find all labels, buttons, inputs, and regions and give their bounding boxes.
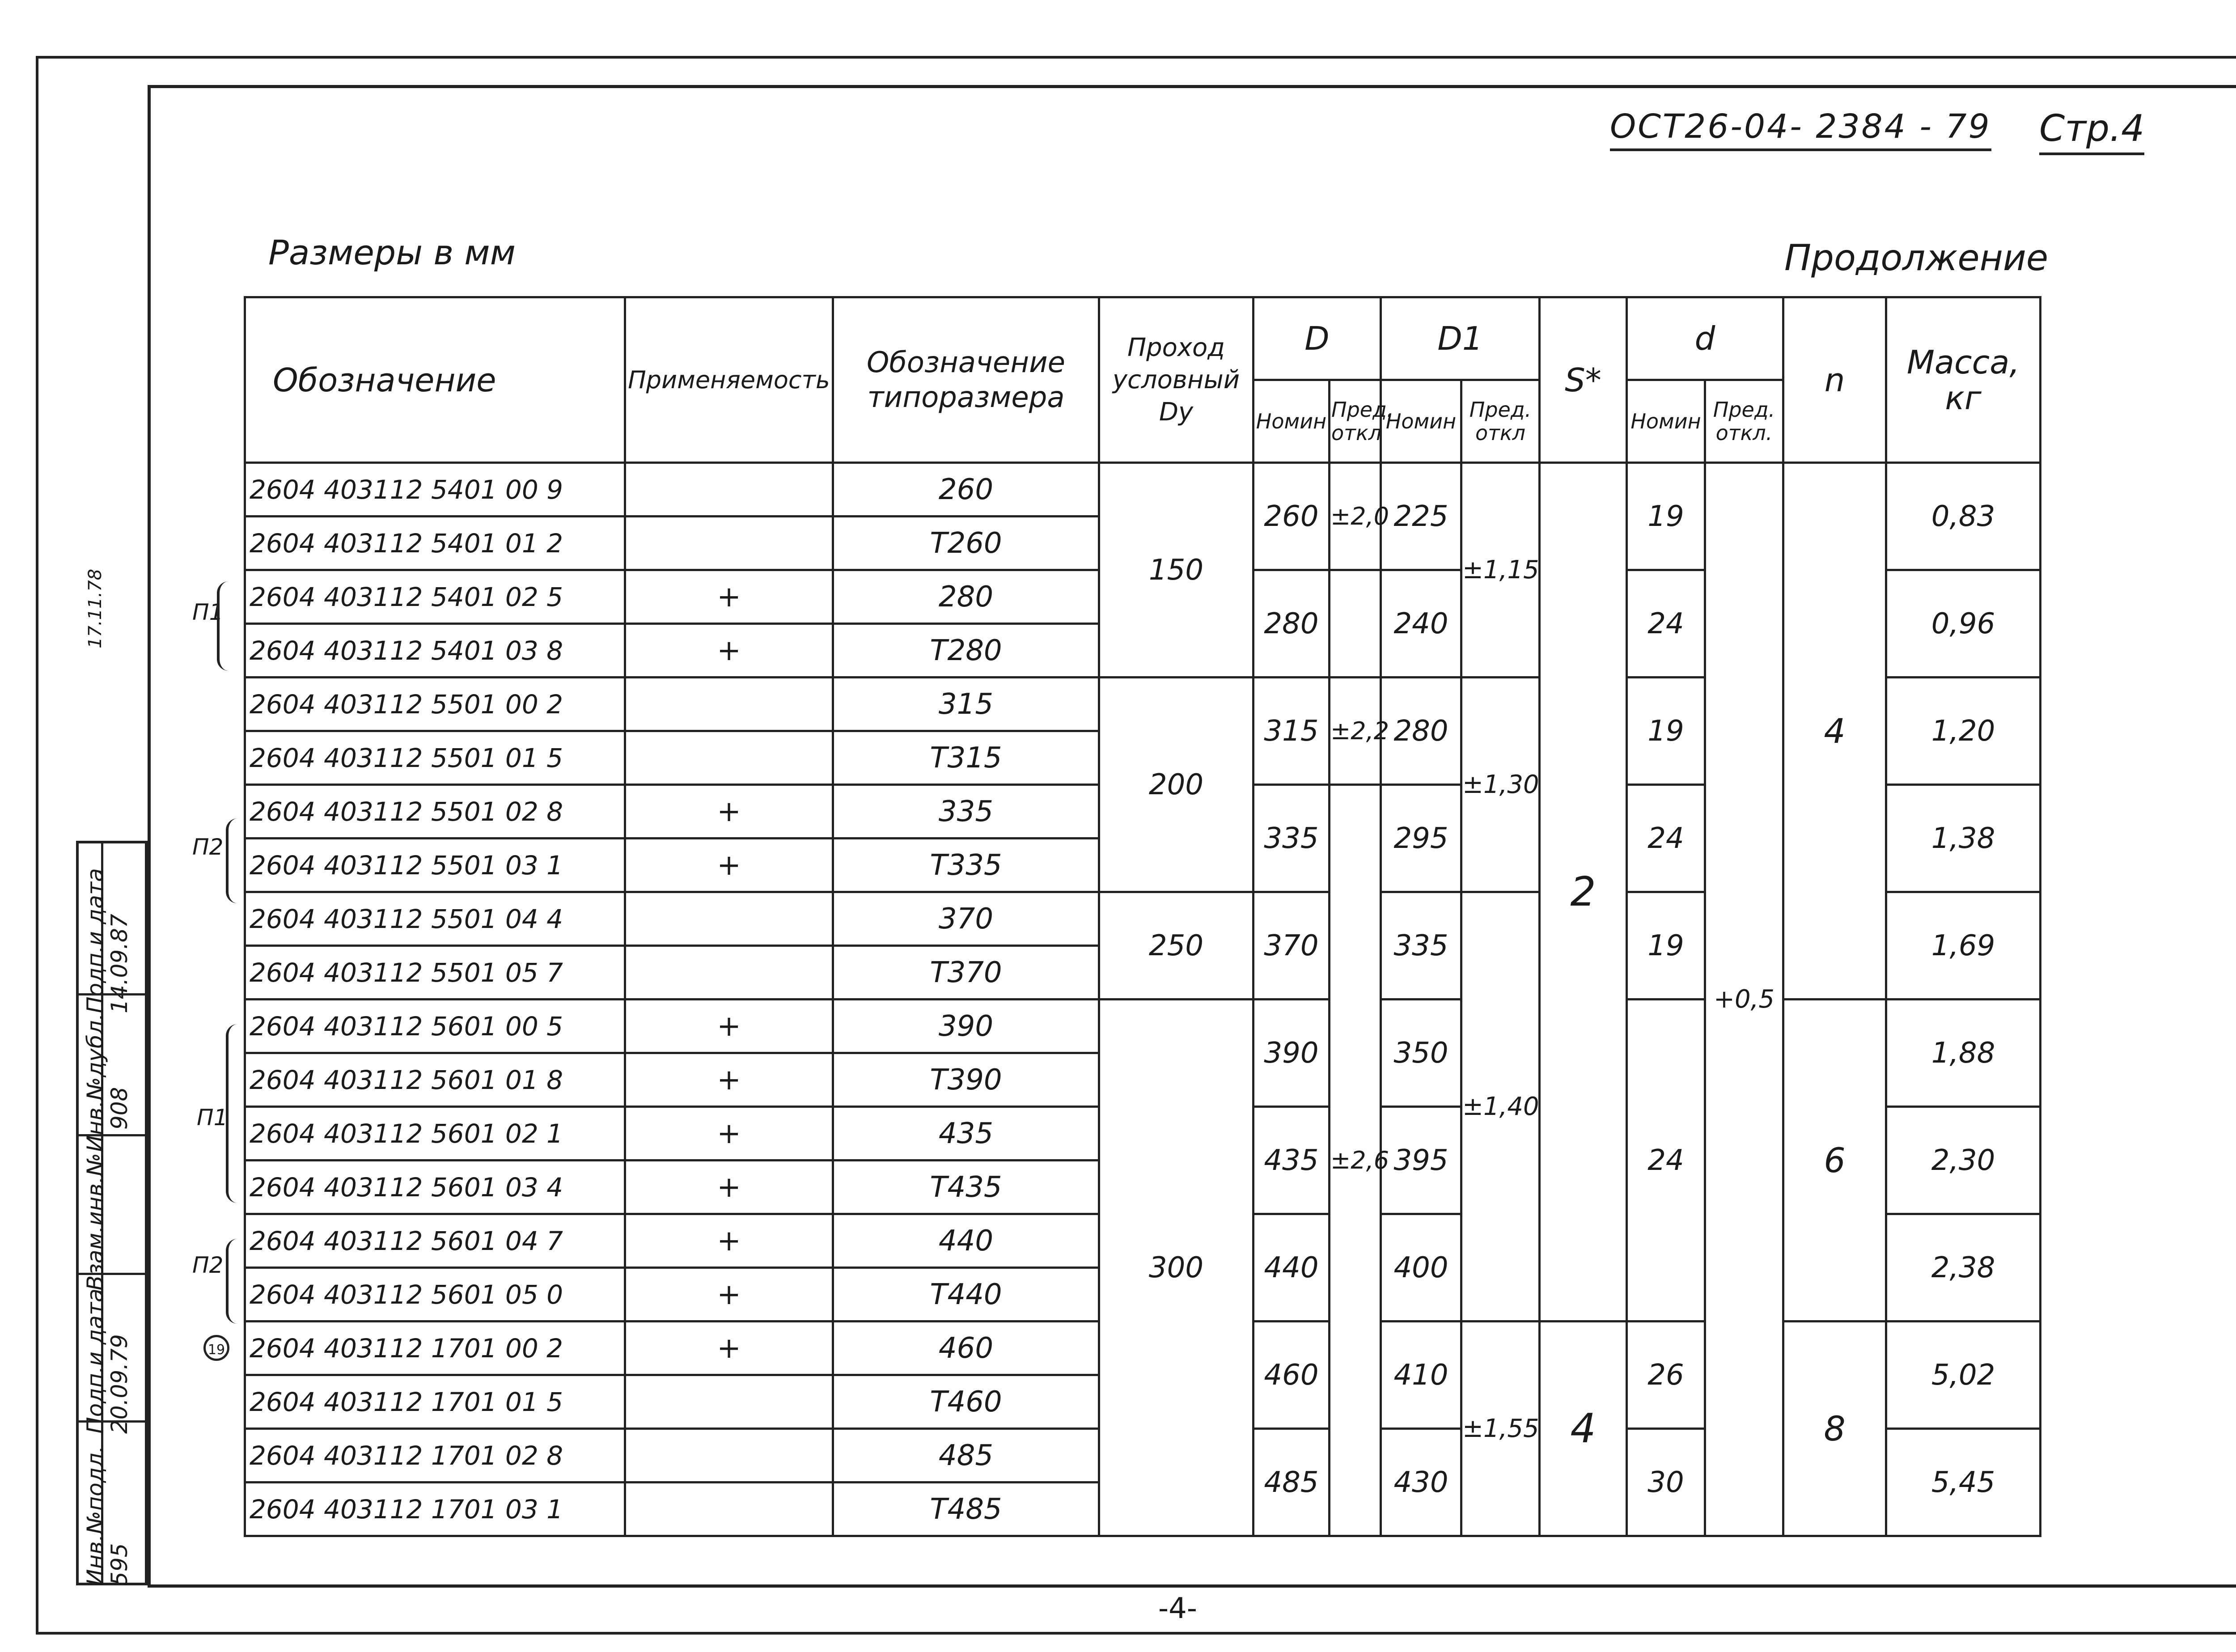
stamp-label-sign-date-2: Подп.и дата [82,868,108,1013]
stamp-label-inv-dubl: Инв.№дубл. [82,1013,108,1152]
cell-size: 485 [833,1429,1099,1483]
cell-designation: 2604 403112 5601 04 7 [245,1214,625,1268]
cell-D1-tol: ±1,40 [1461,892,1540,1322]
header-mass: Масса, кг [1886,297,2041,463]
cell-dy: 200 [1099,678,1254,892]
header-d-nom: Номин [1627,380,1705,463]
group-brace [226,1024,237,1203]
cell-applicability: + [625,1161,833,1214]
header-D1: D1 [1381,297,1540,380]
cell-applicability: + [625,1268,833,1322]
stamp-label-sign-date-1: Подп.и дата [82,1288,108,1434]
cell-designation: 2604 403112 5601 02 1 [245,1107,625,1161]
stamp-value-sign-date-2: 14.09.87 [106,914,132,1013]
cell-mass: 5,45 [1886,1429,2041,1536]
cell-designation: 2604 403112 1701 03 1 [245,1483,625,1536]
cell-S: 4 [1540,1322,1627,1536]
cell-D1-nom: 225 [1381,463,1461,570]
cell-size: Т315 [833,731,1099,785]
cell-D1-nom: 280 [1381,678,1461,785]
cell-applicability: + [625,1107,833,1161]
cell-applicability [625,946,833,1000]
cell-D-nom: 260 [1254,463,1330,570]
header-passage-label: Проход условный [1112,333,1240,394]
header-D-nom: Номин [1254,380,1330,463]
cell-d-nom: 24 [1627,570,1705,678]
units-note: Размеры в мм [268,233,516,272]
cell-D-nom: 440 [1254,1214,1330,1322]
cell-D-nom: 485 [1254,1429,1330,1536]
cell-designation: 2604 403112 5401 00 9 [245,463,625,517]
cell-D-nom: 315 [1254,678,1330,785]
header-applicability: Применяемость [625,297,833,463]
cell-n: 6 [1783,1000,1886,1322]
cell-size: 315 [833,678,1099,731]
cell-D-nom: 460 [1254,1322,1330,1429]
cell-size: 435 [833,1107,1099,1161]
cell-applicability [625,892,833,946]
cell-applicability [625,1375,833,1429]
cell-size: Т335 [833,839,1099,892]
cell-designation: 2604 403112 1701 02 8 [245,1429,625,1483]
header-D1-nom: Номин [1381,380,1461,463]
cell-dy: 250 [1099,892,1254,1000]
cell-mass: 0,96 [1886,570,2041,678]
header-D: D [1254,297,1381,380]
group-brace [217,581,229,671]
cell-designation: 2604 403112 5501 01 5 [245,731,625,785]
cell-applicability: + [625,624,833,678]
cell-applicability: + [625,1000,833,1053]
cell-size: Т260 [833,517,1099,570]
standard-code: ОСТ26-04- 2384 - 79 [1610,107,1991,151]
cell-designation: 2604 403112 5401 01 2 [245,517,625,570]
cell-applicability [625,517,833,570]
header-D-tol: Пред. откл [1330,380,1381,463]
cell-applicability [625,463,833,517]
header-d-tol: Пред. откл. [1705,380,1783,463]
cell-designation: 2604 403112 5401 03 8 [245,624,625,678]
cell-applicability [625,678,833,731]
cell-D-nom: 435 [1254,1107,1330,1214]
cell-applicability: + [625,785,833,839]
cell-D1-tol: ±1,30 [1461,678,1540,892]
cell-designation: 2604 403112 5601 03 4 [245,1161,625,1214]
cell-size: Т460 [833,1375,1099,1429]
cell-applicability: + [625,1214,833,1268]
cell-D1-nom: 430 [1381,1429,1461,1536]
cell-size: Т435 [833,1161,1099,1214]
cell-applicability: + [625,1053,833,1107]
stamp-divider [79,1134,145,1136]
cell-D1-nom: 395 [1381,1107,1461,1214]
header-n: n [1783,297,1886,463]
group-mark: П2 [192,1252,224,1278]
circled-mark: 19 [203,1335,229,1361]
cell-dy: 300 [1099,1000,1254,1536]
stamp-value-inv-dubl: 908 [106,1087,132,1130]
cell-designation: 2604 403112 5501 03 1 [245,839,625,892]
cell-size: 390 [833,1000,1099,1053]
stamp-block [76,841,148,1585]
cell-size: Т370 [833,946,1099,1000]
cell-designation: 2604 403112 1701 01 5 [245,1375,625,1429]
cell-size: Т390 [833,1053,1099,1107]
cell-D-nom: 390 [1254,1000,1330,1107]
cell-d-nom: 19 [1627,892,1705,1000]
cell-D-tol: ±2,0 [1330,463,1381,570]
cell-mass: 0,83 [1886,463,2041,570]
cell-mass: 2,30 [1886,1107,2041,1214]
cell-designation: 2604 403112 5501 02 8 [245,785,625,839]
cell-applicability: + [625,839,833,892]
cell-size: Т485 [833,1483,1099,1536]
group-mark: П1 [192,599,224,625]
group-brace [226,1239,237,1324]
cell-D1-nom: 295 [1381,785,1461,892]
cell-designation: 2604 403112 5601 01 8 [245,1053,625,1107]
cell-designation: 2604 403112 5401 02 5 [245,570,625,624]
cell-D1-tol: ±1,15 [1461,463,1540,678]
cell-size: 260 [833,463,1099,517]
cell-designation: 2604 403112 5601 05 0 [245,1268,625,1322]
cell-D1-nom: 240 [1381,570,1461,678]
cell-designation: 2604 403112 5501 05 7 [245,946,625,1000]
cell-d-nom: 19 [1627,463,1705,570]
cell-size: 440 [833,1214,1099,1268]
header-designation: Обозначение [245,297,625,463]
group-mark: П1 [197,1105,228,1131]
cell-n: 4 [1783,463,1886,1000]
cell-D1-nom: 410 [1381,1322,1461,1429]
cell-d-nom: 19 [1627,678,1705,785]
footer-page-number: -4- [1158,1592,1197,1625]
cell-D-nom: 335 [1254,785,1330,892]
cell-D-tol: ±2,6 [1330,785,1381,1536]
group-mark: П2 [192,834,224,860]
cell-size: Т280 [833,624,1099,678]
cell-S: 2 [1540,463,1627,1322]
stamp-label-vzam: Взам.инв.№ [82,1153,108,1291]
header-size-designation: Обозначение типоразмера [833,297,1099,463]
stamp-divider [79,1420,145,1423]
header-D1-tol: Пред. откл [1461,380,1540,463]
cell-D-tol: ±2,2 [1330,678,1381,785]
cell-applicability [625,731,833,785]
cell-d-nom: 24 [1627,1000,1705,1322]
continuation-label: Продолжение [1784,237,2049,279]
cell-mass: 1,20 [1886,678,2041,785]
header-dy: Dу [1159,397,1194,427]
side-date: 17.11.78 [85,568,106,648]
page-label: Стр.4 [2039,107,2144,155]
data-table [244,296,2041,1537]
group-brace [226,818,237,903]
cell-mass: 2,38 [1886,1214,2041,1322]
cell-applicability [625,1483,833,1536]
cell-mass: 1,69 [1886,892,2041,1000]
cell-D1-nom: 335 [1381,892,1461,1000]
cell-D1-nom: 350 [1381,1000,1461,1107]
stamp-divider [79,1273,145,1275]
header-d: d [1627,297,1783,380]
cell-dy: 150 [1099,463,1254,678]
cell-size: 335 [833,785,1099,839]
cell-d-nom: 30 [1627,1429,1705,1536]
cell-designation: 2604 403112 5501 04 4 [245,892,625,946]
cell-size: 460 [833,1322,1099,1375]
cell-d-nom: 26 [1627,1322,1705,1429]
cell-designation: 2604 403112 1701 00 2 [245,1322,625,1375]
cell-size: 280 [833,570,1099,624]
cell-n: 8 [1783,1322,1886,1536]
cell-size: Т440 [833,1268,1099,1322]
header-passage [1099,297,1254,463]
cell-d-tol: +0,5 [1705,463,1783,1536]
cell-designation: 2604 403112 5601 00 5 [245,1000,625,1053]
cell-D1-nom: 400 [1381,1214,1461,1322]
cell-mass: 5,02 [1886,1322,2041,1429]
cell-d-nom: 24 [1627,785,1705,892]
cell-applicability [625,1429,833,1483]
cell-mass: 1,38 [1886,785,2041,892]
cell-size: 370 [833,892,1099,946]
cell-D-nom: 370 [1254,892,1330,1000]
cell-D-tol-empty [1330,570,1381,678]
stamp-value-inv-podl: 595 [106,1543,132,1586]
cell-applicability: + [625,570,833,624]
stamp-value-sign-date-1: 20.09.79 [106,1334,132,1434]
cell-D-nom: 280 [1254,570,1330,678]
cell-designation: 2604 403112 5501 00 2 [245,678,625,731]
cell-applicability: + [625,1322,833,1375]
table-row [245,463,2041,517]
header-S: S* [1540,297,1627,463]
cell-mass: 1,88 [1886,1000,2041,1107]
cell-D1-tol: ±1,55 [1461,1322,1540,1536]
stamp-divider [79,993,145,995]
stamp-label-inv-podl: Инв.№подл. [82,1445,108,1586]
